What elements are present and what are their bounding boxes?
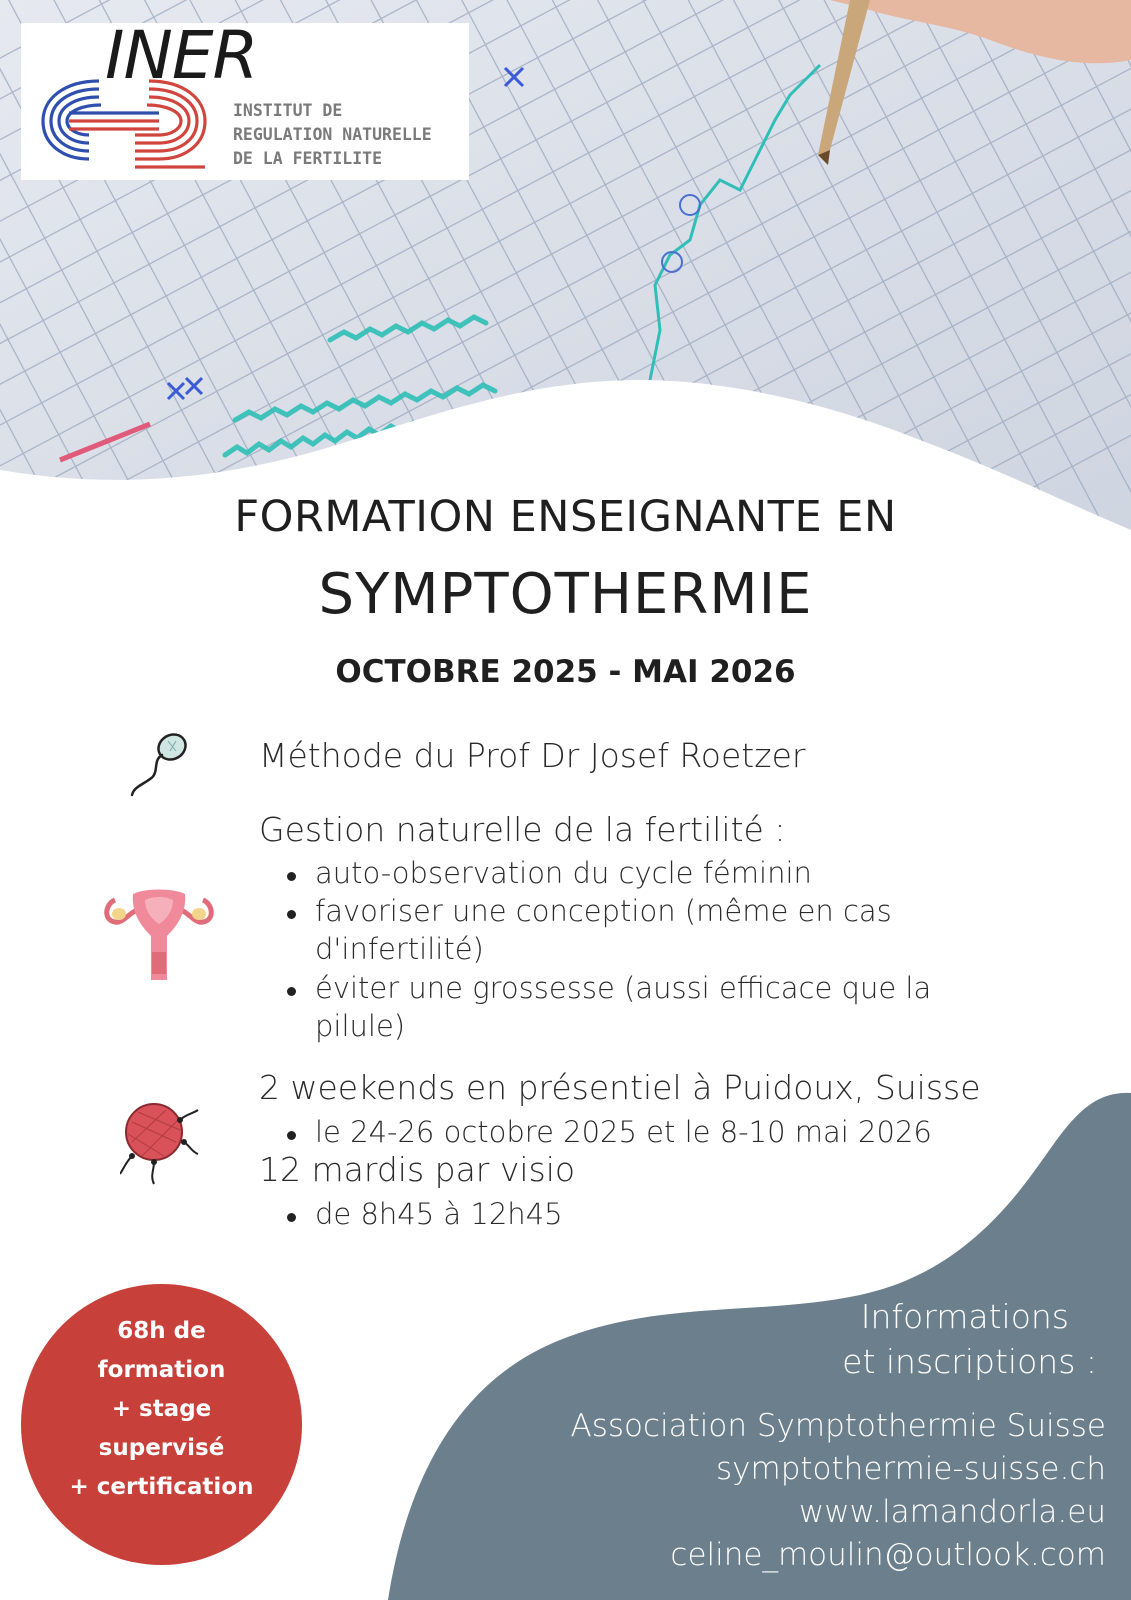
website-link-1[interactable]: symptothermie-suisse.ch [716, 1451, 1106, 1487]
bullet-dot [287, 1131, 296, 1140]
badge-line: formation [97, 1357, 226, 1383]
schedule-lead-2: 12 mardis par visio [259, 1150, 576, 1189]
bullet-dot [287, 1213, 296, 1222]
fertility-lead: Gestion naturelle de la fertilité : [259, 810, 786, 849]
title-line-2: SYMPTOTHERMIE [318, 562, 813, 627]
website-link-2[interactable]: www.lamandorla.eu [798, 1494, 1106, 1530]
email-link[interactable]: celine_moulin@outlook.com [670, 1537, 1106, 1573]
fertility-bullet-continued: d'infertilité) [315, 932, 484, 966]
fertility-bullet-continued: pilule) [315, 1009, 406, 1043]
method-line: Méthode du Prof Dr Josef Roetzer [259, 736, 806, 775]
uterus-icon [101, 884, 217, 980]
association-name: Association Symptothermie Suisse [570, 1408, 1106, 1444]
schedule-bullet-1: le 24-26 octobre 2025 et le 8-10 mai 2026 [315, 1115, 932, 1149]
logo-subtitle [233, 99, 432, 171]
bullet-dot [287, 872, 296, 881]
schedule-bullet-2: de 8h45 à 12h45 [315, 1197, 563, 1231]
logo-subtitle-line: DE LA FERTILITE [233, 149, 383, 168]
training-dates: OCTOBRE 2025 - MAI 2026 [335, 654, 796, 690]
contact-heading-2: et inscriptions : [842, 1342, 1097, 1381]
logo-wordmark: INER [105, 17, 258, 94]
fertility-bullet: éviter une grossesse (aussi efficace que la [315, 971, 932, 1005]
bullet-dot [287, 910, 296, 919]
badge-line: + certification [69, 1474, 254, 1500]
sperm-icon [128, 727, 190, 799]
logo-mark-icon [39, 69, 209, 174]
fertility-bullet: favoriser une conception (même en cas [315, 894, 892, 928]
badge-line: supervisé [98, 1435, 225, 1461]
schedule-lead-1: 2 weekends en présentiel à Puidoux, Suisse [259, 1068, 981, 1107]
bullet-dot [287, 987, 296, 996]
badge-line: + stage [111, 1396, 212, 1422]
iner-logo [21, 17, 469, 180]
logo-subtitle-line: REGULATION NATURELLE [233, 125, 432, 144]
fertility-bullet: auto-observation du cycle féminin [315, 856, 812, 890]
badge-line: 68h de [117, 1318, 206, 1344]
hours-badge [21, 1284, 302, 1565]
logo-subtitle-line: INSTITUT DE [233, 101, 343, 120]
title-line-1: FORMATION ENSEIGNANTE EN [234, 492, 897, 542]
contact-heading-1: Informations [860, 1297, 1069, 1336]
